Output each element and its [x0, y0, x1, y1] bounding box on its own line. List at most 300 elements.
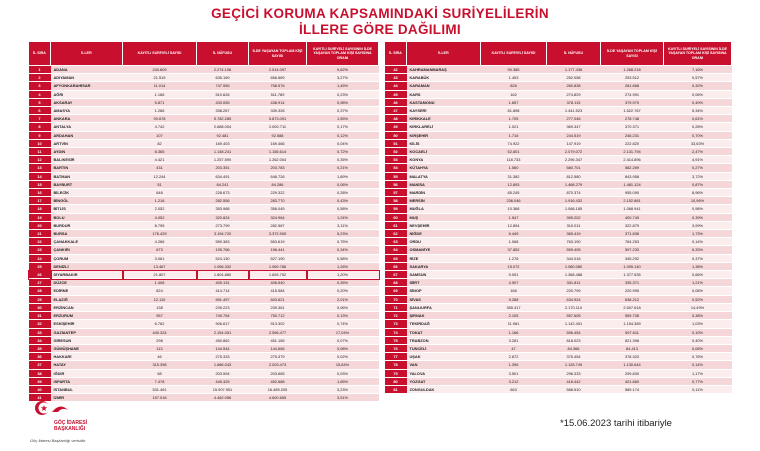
cell-sira: 44: [385, 82, 407, 90]
cell-oran: 0,17%: [307, 123, 379, 131]
table-row: [385, 139, 732, 147]
cell-sira: 20: [29, 221, 51, 229]
cell-kayitli: 240.809: [123, 66, 197, 74]
cell-nufus: 147.919: [547, 139, 601, 147]
cell-toplam: 299.830: [601, 369, 664, 377]
cell-il: SİNOP: [407, 287, 481, 295]
cell-toplam: 758.576: [249, 82, 307, 90]
cell-kayitli: 13.467: [123, 262, 197, 270]
cell-il: KIRKLARELİ: [407, 123, 481, 131]
table-row: [29, 295, 379, 303]
cell-kayitli: 12.244: [123, 172, 197, 180]
cell-sira: 56: [385, 180, 407, 188]
cell-il: GİRESUN: [51, 336, 123, 344]
cell-kayitli: 8.795: [123, 221, 197, 229]
cell-nufus: 1.368.488: [547, 271, 601, 279]
cell-sira: 54: [385, 164, 407, 172]
cell-kayitli: 1.276: [481, 254, 547, 262]
cell-il: BOLU: [51, 213, 123, 221]
cell-nufus: 4.462.056: [197, 394, 249, 402]
cell-kayitli: 4.052: [123, 213, 197, 221]
cell-sira: 15: [29, 180, 51, 188]
table-row: [29, 107, 379, 115]
cell-oran: 5,23%: [307, 230, 379, 238]
cell-toplam: 2.514.097: [249, 66, 307, 74]
cell-kayitli: 663: [481, 385, 547, 393]
cell-toplam: 92.588: [249, 131, 307, 139]
cell-kayitli: 15.072: [481, 262, 547, 270]
cell-nufus: 344.016: [547, 254, 601, 262]
table-row: [29, 189, 379, 197]
table-row: [29, 377, 379, 385]
cell-nufus: 1.468.279: [547, 180, 601, 188]
cell-oran: 0,61%: [664, 115, 732, 123]
cell-sira: 26: [29, 271, 51, 279]
cell-nufus: 433.055: [197, 98, 249, 106]
table-row: [385, 107, 732, 115]
cell-il: ZONGULDAK: [407, 385, 481, 393]
cell-il: MANİSA: [407, 180, 481, 188]
table-row: [385, 320, 732, 328]
cell-kayitli: 824: [123, 287, 197, 295]
cell-toplam: 339.326: [249, 107, 307, 115]
cell-sira: 72: [385, 312, 407, 320]
cell-oran: 0,07%: [307, 336, 379, 344]
cell-sira: 38: [29, 369, 51, 377]
cell-il: KARS: [407, 90, 481, 98]
cell-sira: 19: [29, 213, 51, 221]
cell-nufus: 282.556: [197, 197, 249, 205]
cell-kayitli: 8.365: [123, 148, 197, 156]
cell-oran: 0,98%: [307, 98, 379, 106]
cell-nufus: 195.766: [197, 246, 249, 254]
cell-oran: 0,14%: [664, 361, 732, 369]
table-row: [385, 369, 732, 377]
cell-nufus: 591.497: [197, 295, 249, 303]
table-row: [29, 279, 379, 287]
cell-il: ORDU: [407, 238, 481, 246]
cell-oran: 3,27%: [307, 74, 379, 82]
logo-text-line1: GÖÇ İDARESİ: [54, 420, 88, 426]
cell-sira: 81: [385, 385, 407, 393]
cell-toplam: 603.621: [249, 295, 307, 303]
table-row: [29, 139, 379, 147]
cell-il: KİLİS: [407, 139, 481, 147]
table-row: [29, 123, 379, 131]
cell-sira: 41: [29, 394, 51, 402]
table-row: [29, 82, 379, 90]
cell-kayitli: 90.678: [123, 115, 197, 123]
cell-oran: 10,96%: [664, 197, 732, 205]
cell-il: IĞDIR: [51, 369, 123, 377]
cell-oran: 0,49%: [664, 98, 732, 106]
cell-nufus: 5.782.285: [197, 115, 249, 123]
cell-toplam: 220.995: [601, 287, 664, 295]
cell-sira: 43: [385, 74, 407, 82]
cell-sira: 80: [385, 377, 407, 385]
cell-il: KÜTAHYA: [407, 164, 481, 172]
cell-nufus: 557.605: [547, 312, 601, 320]
table-row: [29, 230, 379, 238]
cell-toplam: 282.587: [249, 221, 307, 229]
cell-kayitli: 4.742: [123, 123, 197, 131]
cell-oran: 1,03%: [664, 320, 732, 328]
cell-nufus: 634.491: [197, 172, 249, 180]
cell-nufus: 524.130: [197, 254, 249, 262]
table-row: [29, 164, 379, 172]
cell-il: İSTANBUL: [51, 385, 123, 393]
cell-kayitli: 1.560: [481, 164, 547, 172]
table-row: [385, 238, 732, 246]
cell-sira: 48: [385, 115, 407, 123]
table-row: [29, 287, 379, 295]
cell-il: RİZE: [407, 254, 481, 262]
cell-oran: 1,45%: [307, 82, 379, 90]
cell-oran: 0,02%: [307, 353, 379, 361]
cell-nufus: 418.442: [547, 377, 601, 385]
cell-toplam: 589.174: [601, 385, 664, 393]
cell-toplam: 1.522.767: [601, 107, 664, 115]
cell-oran: 0,06%: [307, 180, 379, 188]
cell-il: BAYBURT: [51, 180, 123, 188]
cell-toplam: 452.688: [249, 377, 307, 385]
cell-kayitli: 646: [123, 189, 197, 197]
cell-il: SİİRT: [407, 279, 481, 287]
cell-sira: 77: [385, 353, 407, 361]
cell-il: TEKİRDAĞ: [407, 320, 481, 328]
cell-toplam: 1.377.535: [601, 271, 664, 279]
cell-il: TOKAT: [407, 328, 481, 336]
cell-oran: 0,08%: [664, 287, 732, 295]
cell-kayitli: 176.429: [123, 230, 197, 238]
table-row: [29, 328, 379, 336]
table-row: [29, 90, 379, 98]
table-row: [29, 115, 379, 123]
cell-kayitli: 162: [481, 90, 547, 98]
cell-toplam: 5.873.091: [249, 115, 307, 123]
cell-kayitli: 81.898: [481, 107, 547, 115]
cell-nufus: 203.594: [197, 369, 249, 377]
header-nufus: İL NÜFUSU: [197, 42, 249, 66]
cell-nufus: 1.148.241: [197, 148, 249, 156]
cell-il: EDİRNE: [51, 287, 123, 295]
cell-nufus: 365.419: [547, 230, 601, 238]
table-row: [29, 385, 379, 393]
cell-il: TUNCELİ: [407, 344, 481, 352]
cell-il: AYDIN: [51, 148, 123, 156]
table-row: [385, 271, 732, 279]
cell-sira: 8: [29, 123, 51, 131]
header-sira: İL SIRA: [29, 42, 51, 66]
cell-kayitli: 21.519: [123, 74, 197, 82]
cell-sira: 22: [29, 238, 51, 246]
cell-oran: 5,34%: [664, 107, 732, 115]
cell-kayitli: 7.478: [123, 377, 197, 385]
cell-sira: 32: [29, 320, 51, 328]
cell-oran: 0,37%: [307, 107, 379, 115]
table-row: [29, 131, 379, 139]
cell-sira: 40: [29, 385, 51, 393]
cell-oran: 0,13%: [307, 312, 379, 320]
cell-nufus: 580.701: [547, 164, 601, 172]
cell-kayitli: 12.894: [481, 221, 547, 229]
cell-kayitli: 12.110: [123, 295, 197, 303]
cell-il: ISPARTA: [51, 377, 123, 385]
cell-il: BALIKESİR: [51, 156, 123, 164]
cell-oran: 0,34%: [307, 246, 379, 254]
cell-oran: 0,66%: [664, 271, 732, 279]
cell-toplam: 239.361: [249, 303, 307, 311]
cell-toplam: 203.783: [249, 164, 307, 172]
table-header-row: [29, 42, 379, 66]
title-line-2: İLLERE GÖRE DAĞILIMI: [298, 22, 461, 37]
cell-toplam: 821.398: [601, 336, 664, 344]
table-row: [385, 262, 732, 270]
header-sira: İL SIRA: [385, 42, 407, 66]
table-left: [28, 41, 379, 402]
cell-nufus: 203.351: [197, 164, 249, 172]
table-row: [29, 180, 379, 188]
cell-nufus: 818.023: [547, 336, 601, 344]
cell-toplam: 253.512: [601, 74, 664, 82]
cell-il: ADIYAMAN: [51, 74, 123, 82]
table-row: [385, 189, 732, 197]
cell-oran: 0,12%: [307, 131, 379, 139]
cell-toplam: 2.152.881: [601, 197, 664, 205]
table-row: [29, 361, 379, 369]
cell-sira: 29: [29, 295, 51, 303]
cell-oran: 3,51%: [307, 394, 379, 402]
cell-il: ÇORUM: [51, 254, 123, 262]
cell-il: KASTAMONU: [407, 98, 481, 106]
cell-toplam: 913.302: [249, 320, 307, 328]
cell-oran: 0,98%: [664, 205, 732, 213]
table-row: [29, 221, 379, 229]
cell-kayitli: 10.368: [481, 205, 547, 213]
cell-il: MUĞLA: [407, 205, 481, 213]
cell-nufus: 1.128.749: [547, 361, 601, 369]
cell-oran: 0,06%: [307, 303, 379, 311]
cell-oran: 0,58%: [307, 254, 379, 262]
table-row: [29, 205, 379, 213]
cell-kayitli: 12.893: [481, 180, 547, 188]
cell-il: BATMAN: [51, 172, 123, 180]
cell-sira: 46: [385, 98, 407, 106]
cell-kayitli: 673: [123, 246, 197, 254]
logo-emblem-icon: [30, 398, 150, 446]
cell-sira: 47: [385, 107, 407, 115]
cell-kayitli: 1.021: [481, 123, 547, 131]
cell-sira: 11: [29, 148, 51, 156]
cell-sira: 3: [29, 82, 51, 90]
cell-oran: 3,23%: [307, 385, 379, 393]
cell-kayitli: 90.385: [481, 66, 547, 74]
cell-sira: 55: [385, 172, 407, 180]
cell-kayitli: 236.046: [481, 197, 547, 205]
cell-oran: 1,89%: [307, 172, 379, 180]
cell-sira: 13: [29, 164, 51, 172]
cell-kayitli: 1.716: [481, 131, 547, 139]
table-row: [29, 74, 379, 82]
cell-kayitli: 2.052: [123, 205, 197, 213]
table-row: [29, 148, 379, 156]
cell-nufus: 763.190: [547, 238, 601, 246]
cell-il: YOZGAT: [407, 377, 481, 385]
cell-kayitli: 6.449: [481, 230, 547, 238]
header-kayitli: KAYITLI SURİYELİ SAYISI: [481, 42, 547, 66]
cell-il: ANKARA: [51, 115, 123, 123]
cell-toplam: 261.668: [601, 82, 664, 90]
cell-il: ERZURUM: [51, 312, 123, 320]
cell-nufus: 144.544: [197, 344, 249, 352]
cell-kayitli: 4.266: [123, 238, 197, 246]
cell-oran: 0,28%: [664, 123, 732, 131]
cell-oran: 9,62%: [307, 66, 379, 74]
cell-oran: 0,06%: [664, 90, 732, 98]
cell-sira: 70: [385, 295, 407, 303]
cell-toplam: 527.190: [249, 254, 307, 262]
cell-nufus: 273.799: [197, 221, 249, 229]
cell-oran: 0,77%: [664, 377, 732, 385]
cell-oran: 14,49%: [664, 303, 732, 311]
cell-nufus: 450.862: [197, 336, 249, 344]
cell-toplam: 764.253: [601, 238, 664, 246]
cell-oran: 1,55%: [307, 115, 379, 123]
cell-sira: 18: [29, 205, 51, 213]
cell-kayitli: 1.266: [123, 107, 197, 115]
table-row: [385, 336, 732, 344]
cell-sira: 69: [385, 287, 407, 295]
cell-kayitli: 1.857: [481, 98, 547, 106]
table-row: [29, 262, 379, 270]
cell-il: YALOVA: [407, 369, 481, 377]
cell-oran: 0,76%: [664, 353, 732, 361]
cell-kayitli: 9.288: [481, 295, 547, 303]
cell-il: AMASYA: [51, 107, 123, 115]
date-footnote: *15.06.2023 tarihi itibariyle: [560, 418, 672, 429]
cell-oran: 3,11%: [307, 221, 379, 229]
table-row: [29, 336, 379, 344]
cell-nufus: 369.347: [547, 123, 601, 131]
cell-toplam: 222.820: [601, 139, 664, 147]
cell-sira: 78: [385, 361, 407, 369]
table-row: [385, 230, 732, 238]
cell-oran: 17,04%: [307, 328, 379, 336]
cell-il: KIRIKKALE: [407, 115, 481, 123]
cell-nufus: 2.154.051: [197, 328, 249, 336]
cell-il: BİNGÖL: [51, 197, 123, 205]
cell-sira: 28: [29, 287, 51, 295]
cell-kayitli: 113: [123, 344, 197, 352]
cell-kayitli: 1.396: [481, 361, 547, 369]
header-iller: İLLER: [51, 42, 123, 66]
cell-nufus: 331.811: [547, 279, 601, 287]
cell-nufus: 244.519: [547, 131, 601, 139]
cell-oran: 33,63%: [664, 139, 732, 147]
cell-oran: 0,04%: [307, 139, 379, 147]
table-row: [385, 66, 732, 74]
cell-oran: 0,70%: [664, 131, 732, 139]
cell-toplam: 84.286: [249, 180, 307, 188]
cell-il: ARDAHAN: [51, 131, 123, 139]
cell-oran: 0,43%: [307, 197, 379, 205]
cell-nufus: 749.754: [197, 312, 249, 320]
cell-kayitli: 1.453: [481, 74, 547, 82]
cell-kayitli: 107: [123, 131, 197, 139]
cell-sira: 4: [29, 90, 51, 98]
cell-oran: 0,14%: [664, 238, 732, 246]
cell-nufus: 2.079.072: [547, 148, 601, 156]
cell-il: MALATYA: [407, 172, 481, 180]
cell-il: AKSARAY: [51, 98, 123, 106]
cell-kayitli: 74.922: [481, 139, 547, 147]
cell-kayitli: 1.547: [481, 213, 547, 221]
table-row: [385, 254, 732, 262]
table-row: [385, 82, 732, 90]
cell-toplam: 415.584: [249, 287, 307, 295]
cell-toplam: 451.165: [249, 336, 307, 344]
cell-il: ARTVİN: [51, 139, 123, 147]
cell-nufus: 559.405: [547, 246, 601, 254]
table-row: [385, 172, 732, 180]
cell-sira: 75: [385, 336, 407, 344]
cell-sira: 53: [385, 156, 407, 164]
cell-kayitli: 21.807: [123, 271, 197, 279]
table-row: [385, 164, 732, 172]
table-row: [385, 221, 732, 229]
table-row: [29, 66, 379, 74]
cell-kayitli: 298: [123, 336, 197, 344]
cell-nufus: 2.296.347: [547, 156, 601, 164]
cell-sira: 31: [29, 312, 51, 320]
cell-nufus: 1.441.523: [547, 107, 601, 115]
cell-toplam: 646.726: [249, 172, 307, 180]
table-row: [385, 131, 732, 139]
cell-kayitli: 46: [123, 353, 197, 361]
cell-nufus: 338.267: [197, 107, 249, 115]
cell-oran: 1,21%: [664, 279, 732, 287]
cell-toplam: 438.914: [249, 98, 307, 106]
cell-toplam: 1.268.218: [601, 66, 664, 74]
header-iller: İLLER: [407, 42, 481, 66]
cell-oran: 8,96%: [664, 189, 732, 197]
cell-sira: 14: [29, 172, 51, 180]
cell-il: BARTIN: [51, 164, 123, 172]
cell-il: SAMSUN: [407, 271, 481, 279]
cell-kayitli: 3.281: [481, 336, 547, 344]
cell-il: VAN: [407, 361, 481, 369]
cell-kayitli: 138: [123, 303, 197, 311]
cell-sira: 1: [29, 66, 51, 74]
cell-sira: 64: [385, 246, 407, 254]
cell-sira: 79: [385, 369, 407, 377]
cell-sira: 33: [29, 328, 51, 336]
cell-oran: 0,37%: [664, 254, 732, 262]
cell-toplam: 229.322: [249, 189, 307, 197]
cell-kayitli: 4.907: [481, 279, 547, 287]
table-row: [29, 98, 379, 106]
cell-nufus: 2.170.110: [547, 303, 601, 311]
cell-oran: 3,99%: [664, 221, 732, 229]
cell-kayitli: 957: [123, 312, 197, 320]
table-row: [29, 246, 379, 254]
cell-kayitli: 4.421: [123, 156, 197, 164]
cell-toplam: 274.991: [601, 90, 664, 98]
cell-sira: 37: [29, 361, 51, 369]
cell-toplam: 378.320: [601, 353, 664, 361]
cell-toplam: 2.003.473: [249, 361, 307, 369]
cell-toplam: 196.441: [249, 246, 307, 254]
